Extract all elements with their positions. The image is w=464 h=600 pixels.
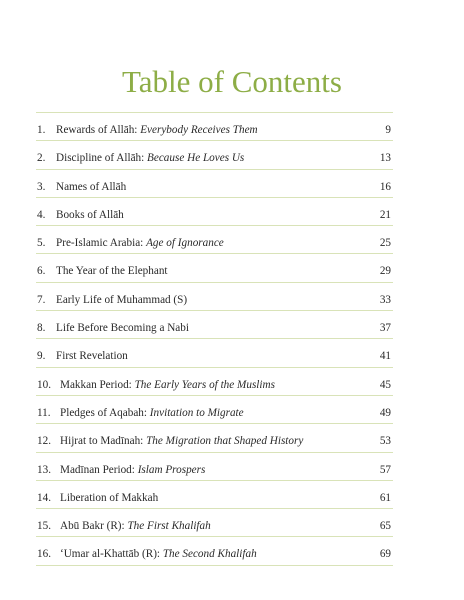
entry-title: [60, 491, 158, 505]
entry-number: 4.: [37, 208, 46, 221]
entry-title: [56, 236, 224, 250]
entry-title-main: Rewards of Allāh:: [56, 124, 141, 136]
toc-entry[interactable]: [36, 508, 393, 536]
entry-number: 7.: [37, 293, 46, 306]
entry-title-subtitle: Because He Loves Us: [147, 152, 245, 165]
entry-page-number: 25: [379, 237, 391, 250]
entry-number: 2.: [37, 152, 46, 165]
entry-title-main: Hijrat to Madīnah:: [60, 435, 147, 448]
entry-page-number: 33: [379, 293, 391, 306]
entry-number: 5.: [37, 237, 46, 250]
entry-page-number: 57: [379, 463, 391, 476]
entry-number: 16.: [37, 548, 51, 561]
toc-entry[interactable]: [36, 282, 393, 310]
entry-number: 1.: [37, 124, 46, 136]
entry-title: [60, 519, 211, 533]
entry-page-number: 41: [379, 350, 391, 363]
entry-title: [60, 378, 275, 392]
entry-title: [56, 208, 124, 222]
entry-page-number: 16: [379, 180, 391, 193]
entry-title-main: ‘Umar al-Khattāb (R):: [60, 548, 163, 561]
entry-title-subtitle: Invitation to Migrate: [149, 406, 244, 419]
entry-title-subtitle: The First Khalifah: [127, 520, 211, 533]
toc-entry[interactable]: [36, 338, 393, 366]
entry-page-number: 29: [379, 265, 391, 278]
entry-page-number: 53: [379, 435, 391, 448]
entry-number: 3.: [37, 180, 46, 193]
entry-title-subtitle: Age of Ignorance: [146, 237, 224, 250]
toc-entry[interactable]: [36, 452, 393, 480]
toc-list: [36, 112, 393, 566]
entry-page-number: 69: [379, 548, 391, 561]
entry-number: 9.: [37, 350, 46, 363]
toc-entry[interactable]: [36, 536, 393, 565]
entry-title-main: Makkan Period:: [60, 378, 135, 391]
entry-page-number: 49: [379, 406, 391, 419]
toc-entry[interactable]: [36, 112, 393, 140]
toc-entry[interactable]: [36, 310, 393, 338]
toc-entry[interactable]: [36, 225, 393, 253]
entry-title-main: Pre-Islamic Arabia:: [56, 237, 147, 250]
toc-entry[interactable]: [36, 423, 393, 451]
entry-number: 14.: [37, 491, 51, 504]
entry-title-main: Pledges of Aqabah:: [60, 406, 150, 419]
entry-title-main: Early Life of Muhammad (S): [56, 293, 188, 306]
entry-page-number: 13: [379, 152, 391, 165]
toc-entry[interactable]: [36, 395, 393, 423]
entry-number: 10.: [37, 378, 51, 391]
entry-title-main: First Revelation: [56, 350, 128, 363]
toc-entry[interactable]: [36, 169, 393, 197]
entry-page-number: 45: [379, 378, 391, 391]
entry-title: [60, 463, 205, 477]
entry-title: [56, 180, 126, 194]
entry-title-subtitle: Islam Prospers: [137, 463, 206, 476]
toc-entry[interactable]: [36, 480, 393, 508]
entry-title-main: Madīnan Period:: [60, 463, 138, 476]
entry-page-number: 61: [379, 491, 391, 504]
entry-page-number: 65: [379, 520, 391, 533]
toc-entry[interactable]: [36, 197, 393, 225]
entry-title: [60, 406, 244, 420]
entry-title: [56, 293, 187, 307]
entry-title-main: Books of Allāh: [56, 208, 124, 221]
entry-title-subtitle: The Early Years of the Muslims: [134, 378, 275, 391]
entry-title-main: Names of Allāh: [56, 180, 127, 193]
page-title: Table of Contents: [122, 64, 342, 99]
entry-page-number: 21: [379, 208, 391, 221]
toc-entry[interactable]: [36, 367, 393, 395]
entry-number: 12.: [37, 435, 51, 448]
entry-number: 15.: [37, 520, 51, 533]
toc-entry[interactable]: [36, 253, 393, 281]
entry-title-main: Liberation of Makkah: [60, 491, 159, 504]
entry-title-main: The Year of the Elephant: [56, 265, 168, 278]
entry-title: [56, 264, 168, 278]
entry-title: [56, 151, 244, 165]
entry-title: [60, 547, 257, 561]
entry-title-subtitle: Everybody Receives Them: [140, 124, 258, 136]
entry-title: [60, 434, 303, 448]
entry-title-subtitle: The Second Khalifah: [162, 548, 257, 561]
entry-page-number: 9: [385, 124, 391, 136]
entry-title-main: Life Before Becoming a Nabi: [56, 322, 189, 335]
entry-number: 8.: [37, 322, 46, 335]
entry-title: [56, 123, 258, 137]
entry-title-main: Discipline of Allāh:: [56, 152, 148, 165]
entry-title: [56, 349, 128, 363]
toc-entry[interactable]: [36, 140, 393, 168]
entry-number: 6.: [37, 265, 46, 278]
entry-number: 13.: [37, 463, 51, 476]
entry-page-number: 37: [379, 322, 391, 335]
entry-title-subtitle: The Migration that Shaped History: [146, 435, 304, 448]
entry-title-main: Abū Bakr (R):: [60, 520, 128, 533]
entry-number: 11.: [37, 406, 51, 419]
entry-title: [56, 321, 189, 335]
